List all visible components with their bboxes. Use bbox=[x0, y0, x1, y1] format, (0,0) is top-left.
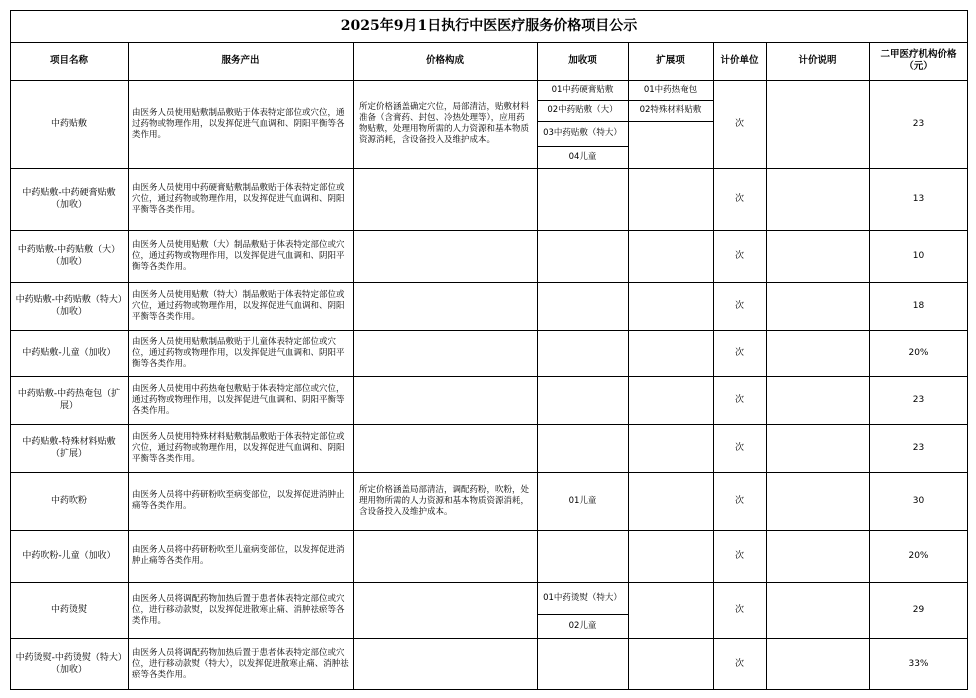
item-name: 中药贴敷-中药热奄包（扩展） bbox=[17, 389, 121, 411]
service-output: 由医务人员将调配药物加热后置于患者体表特定部位或穴位，进行移动款熨，以发挥促进散寒止痛、消肿祛瘀等各类作用。 bbox=[132, 593, 345, 626]
addon-item: 02儿童 bbox=[568, 620, 597, 631]
page-title: 2025年9月1日执行中医医疗服务价格项目公示 bbox=[340, 18, 638, 34]
item-name: 中药烫熨 bbox=[50, 605, 87, 615]
pricing-unit: 次 bbox=[734, 659, 744, 669]
service-output: 由医务人员使用贴敷制品敷贴于儿童体表特定部位或穴位，通过药物或物理作用，以发挥促进气血调和、阴阳平衡等各类作用。 bbox=[132, 336, 345, 369]
table-row bbox=[10, 582, 968, 638]
table-row bbox=[10, 472, 968, 530]
pricing-unit: 次 bbox=[734, 194, 744, 204]
item-name: 中药贴敷-特殊材料贴敷（扩展） bbox=[22, 437, 116, 459]
pricing-unit: 次 bbox=[734, 395, 744, 405]
pricing-unit: 次 bbox=[734, 496, 744, 506]
item-name: 中药贴敷 bbox=[50, 119, 87, 129]
addon-item: 01中药硬膏贴敷 bbox=[551, 84, 614, 95]
pricing-unit: 次 bbox=[734, 443, 744, 453]
service-output: 由医务人员使用贴敷（大）制品敷贴于体表特定部位或穴位，通过药物或物理作用，以发挥促进气血调和、阴阳平衡等各类作用。 bbox=[132, 239, 345, 272]
service-output: 由医务人员使用中药热奄包敷贴于体表特定部位或穴位，通过药物或物理作用，以发挥促进气血调和、阴阳平衡等各类作用。 bbox=[132, 383, 345, 416]
pricing-description bbox=[766, 582, 869, 638]
header-unit: 计价单位 bbox=[720, 55, 759, 66]
header-output: 服务产出 bbox=[221, 55, 260, 66]
pricing-unit: 次 bbox=[734, 301, 744, 311]
price-value: 10 bbox=[912, 251, 925, 261]
pricing-unit: 次 bbox=[734, 605, 744, 615]
pricing-description bbox=[766, 376, 869, 424]
header-extension: 扩展项 bbox=[656, 55, 685, 66]
pricing-unit: 次 bbox=[734, 119, 744, 129]
price-value: 18 bbox=[912, 301, 925, 311]
table-row bbox=[10, 424, 968, 472]
item-name: 中药烫熨-中药烫熨（特大）（加收） bbox=[15, 653, 123, 675]
item-name: 中药吹粉-儿童（加收） bbox=[22, 551, 116, 561]
pricing-description bbox=[766, 424, 869, 472]
price-value: 30 bbox=[912, 496, 925, 506]
addon-item: 01儿童 bbox=[568, 495, 597, 506]
header-addon: 加收项 bbox=[568, 55, 597, 66]
service-output: 由医务人员使用特殊材料贴敷制品敷贴于体表特定部位或穴位，通过药物或物理作用，以发挥促进气血调和、阴阳平衡等各类作用。 bbox=[132, 431, 345, 464]
price-value: 23 bbox=[912, 119, 925, 129]
item-name: 中药贴敷-儿童（加收） bbox=[22, 348, 116, 358]
service-output: 由医务人员将调配药物加热后置于患者体表特定部位或穴位，进行移动款熨（特大），以发挥促进散寒止痛、消肿祛瘀等各类作用。 bbox=[132, 647, 349, 680]
header-composition: 价格构成 bbox=[425, 55, 464, 66]
pricing-description bbox=[766, 330, 869, 376]
addon-item: 01中药烫熨（特大） bbox=[543, 592, 622, 603]
table-row bbox=[10, 376, 968, 424]
pricing-unit: 次 bbox=[734, 348, 744, 358]
price-value: 23 bbox=[912, 443, 925, 453]
item-name: 中药贴敷-中药贴敷（大）（加收） bbox=[17, 245, 121, 267]
pricing-description bbox=[766, 530, 869, 582]
price-table bbox=[10, 10, 968, 690]
price-value: 20% bbox=[908, 551, 929, 561]
pricing-description bbox=[766, 282, 869, 330]
item-name: 中药吹粉 bbox=[50, 496, 87, 506]
service-output: 由医务人员将中药研粉吹至儿童病变部位，以发挥促进消肿止痛等各类作用。 bbox=[132, 545, 345, 566]
pricing-description bbox=[766, 80, 869, 168]
item-name: 中药贴敷-中药贴敷（特大）（加收） bbox=[15, 295, 123, 317]
table-row bbox=[10, 168, 968, 230]
table-row bbox=[10, 330, 968, 376]
pricing-description bbox=[766, 168, 869, 230]
pricing-unit: 次 bbox=[734, 251, 744, 261]
pricing-description bbox=[766, 472, 869, 530]
table-row bbox=[10, 80, 968, 168]
price-value: 33% bbox=[908, 659, 929, 669]
composition-cell: 所定价格涵盖局部清洁，调配药粉，吹粉，处理用物所需的人力资源和基本物质资源消耗，含设备投入及维护成本。 bbox=[359, 484, 530, 517]
extension-item: 01中药热奄包 bbox=[643, 84, 698, 95]
item-name: 中药贴敷-中药硬膏贴敷（加收） bbox=[22, 188, 116, 210]
table-row bbox=[10, 282, 968, 330]
header-description: 计价说明 bbox=[798, 55, 837, 66]
addon-item: 04儿童 bbox=[568, 151, 597, 162]
service-output: 由医务人员使用中药硬膏贴敷制品敷贴于体表特定部位或穴位，通过药物或物理作用，以发挥促进气血调和、阴阳平衡等各类作用。 bbox=[132, 182, 345, 215]
pricing-description bbox=[766, 638, 869, 690]
header-price: 二甲医疗机构价格（元） bbox=[880, 49, 957, 72]
price-value: 29 bbox=[912, 605, 925, 615]
addon-item: 02中药贴敷（大） bbox=[547, 105, 618, 115]
price-value: 13 bbox=[912, 194, 925, 204]
header-name: 项目名称 bbox=[49, 55, 88, 66]
table-row bbox=[10, 530, 968, 582]
service-output: 由医务人员使用贴敷（特大）制品敷贴于体表特定部位或穴位，通过药物或物理作用，以发挥促进气血调和、阴阳平衡等各类作用。 bbox=[132, 289, 345, 322]
addon-item: 03中药贴敷（特大） bbox=[543, 128, 622, 138]
service-output: 由医务人员使用贴敷制品敷贴于体表特定部位或穴位，通过药物或物理作用，以发挥促进气血调和、阴阳平衡等各类作用。 bbox=[132, 107, 345, 140]
pricing-description bbox=[766, 230, 869, 282]
service-output: 由医务人员将中药研粉吹至病变部位，以发挥促进消肿止痛等各类作用。 bbox=[132, 490, 345, 511]
extension-item: 02特殊材料贴敷 bbox=[639, 105, 702, 115]
price-value: 20% bbox=[908, 348, 929, 358]
composition-cell: 所定价格涵盖确定穴位，局部清洁，贴敷材料准备（含膏药、封包、冷热处理等），应用药物贴敷，处理用物所需的人力资源和基本物质资源消耗，含设备投入及维护成本。 bbox=[359, 102, 530, 145]
table-row bbox=[10, 638, 968, 690]
pricing-unit: 次 bbox=[734, 551, 744, 561]
table-row bbox=[10, 230, 968, 282]
price-value: 23 bbox=[912, 395, 925, 405]
